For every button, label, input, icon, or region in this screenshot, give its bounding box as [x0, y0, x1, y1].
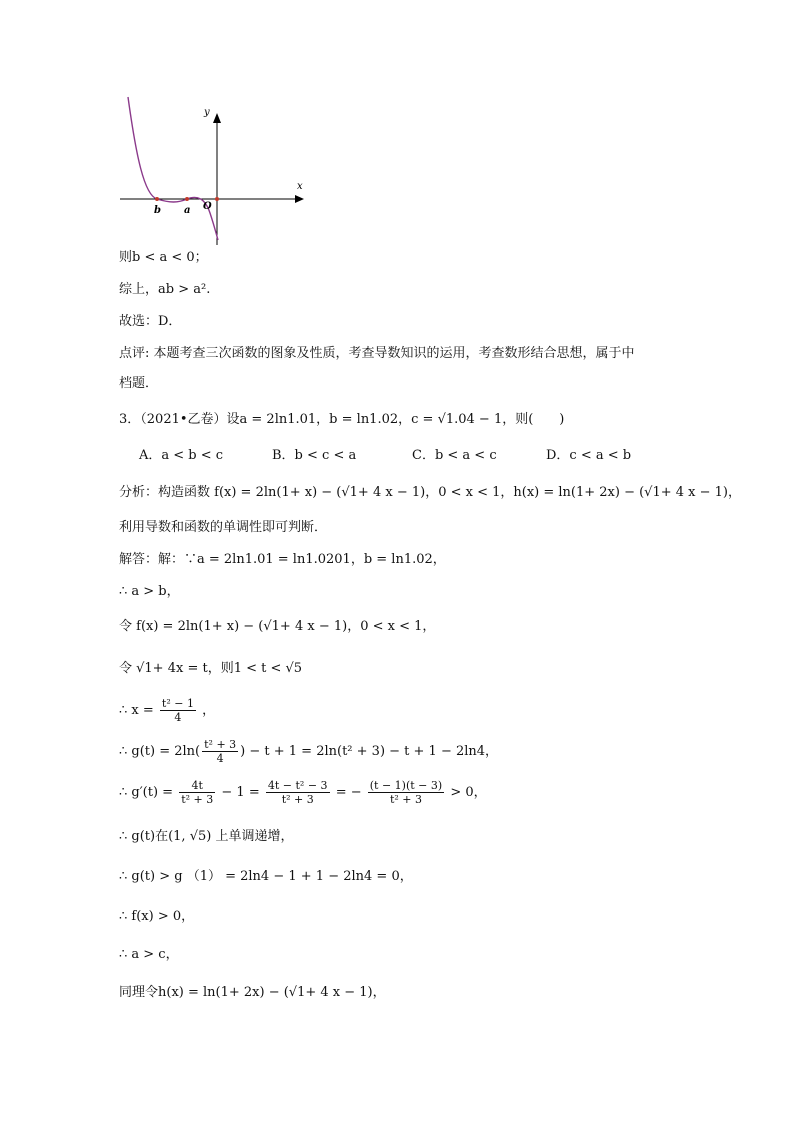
line-a-gt-b: ∴ a > b，	[119, 584, 180, 599]
graph-svg	[112, 95, 312, 245]
y-axis-arrow	[213, 113, 221, 123]
gp-den-3: t² + 3	[389, 793, 422, 806]
line-gprime-expr	[119, 778, 487, 808]
line-define-f: 令 f(x) = 2ln(1+ x) − (√1+ 4 x − 1)，0 < x < 1，	[119, 619, 436, 634]
cubic-function-graph	[112, 95, 312, 249]
label-a: a	[184, 205, 191, 216]
x-tail: ，	[202, 703, 216, 718]
gp-num-1: 4t	[179, 779, 215, 793]
cubic-curve	[128, 97, 218, 240]
g-prefix: ∴ g(t) = 2ln(	[119, 744, 201, 759]
x-axis-arrow	[295, 195, 304, 203]
gp-mid-2: = −	[335, 785, 362, 800]
gp-den-1: t² + 3	[181, 793, 214, 806]
g-denominator: 4	[216, 752, 224, 765]
x-numerator: t² − 1	[161, 697, 194, 710]
line-comment-end: 档题．	[119, 376, 159, 391]
line-a-gt-c: ∴ a > c，	[119, 947, 179, 962]
line-g-positive: ∴ g(t) > g （1） = 2ln4 − 1 + 1 − 2ln4 = 0，	[119, 869, 413, 884]
line-analysis-2: 利用导数和函数的单调性即可判断．	[119, 520, 328, 535]
question-3: 3．（2021•乙卷）设a = 2ln1.01，b = ln1.02，c = √1.04 − 1，则( )	[119, 412, 565, 427]
g-fraction	[202, 738, 238, 765]
point-a	[185, 197, 189, 201]
gp-fraction-1	[179, 779, 215, 806]
g-numerator: t² + 3	[204, 738, 237, 751]
line-solution: 解答：解：∵a = 2ln1.01 = ln1.0201，b = ln1.02，	[119, 552, 446, 567]
line-g-increasing: ∴ g(t)在(1, √5) 上单调递增，	[119, 829, 294, 844]
line-x-expr	[119, 696, 215, 726]
gp-mid-1: − 1 =	[221, 785, 260, 800]
gp-fraction-2	[266, 779, 330, 806]
label-b: b	[154, 205, 161, 216]
line-summary: 综上，ab > a².	[119, 282, 211, 297]
gp-prefix: ∴ g′(t) =	[119, 785, 174, 800]
line-g-expr	[119, 737, 498, 767]
line-answer: 故选：D．	[119, 314, 182, 329]
option-a: A．a < b < c	[139, 448, 224, 463]
option-d: D．c < a < b	[546, 448, 632, 463]
x-fraction	[160, 697, 196, 724]
g-tail: ) − t + 1 = 2ln(t² + 3) − t + 1 − 2ln4，	[240, 744, 499, 759]
label-x: x	[297, 181, 303, 192]
option-b: B．b < c < a	[272, 448, 357, 463]
line-comment: 点评: 本题考查三次函数的图象及性质，考查导数知识的运用，考查数形结合思想，属于中	[119, 346, 635, 361]
label-y: y	[204, 107, 210, 118]
gp-tail: > 0，	[450, 785, 487, 800]
label-origin: O	[203, 201, 212, 212]
line-define-h: 同理令h(x) = ln(1+ 2x) − (√1+ 4 x − 1)，	[119, 985, 386, 1000]
line-conclusion-b-a: 则b < a < 0；	[119, 250, 208, 265]
x-prefix: ∴ x =	[119, 703, 154, 718]
line-substitute-t: 令 √1+ 4x = t，则1 < t < √5	[119, 661, 303, 676]
point-origin	[215, 197, 219, 201]
option-c: C．b < a < c	[412, 448, 497, 463]
gp-num-3: (t − 1)(t − 3)	[369, 779, 443, 792]
gp-fraction-3	[368, 779, 444, 806]
x-denominator: 4	[174, 711, 182, 724]
line-analysis: 分析：构造函数 f(x) = 2ln(1+ x) − (√1+ 4 x − 1)，0 < x < 1，h(x) = ln(1+ 2x) − (√1+ 4 x − 1)，	[119, 485, 742, 500]
point-b	[155, 197, 159, 201]
gp-num-2: 4t − t² − 3	[267, 779, 328, 792]
line-f-positive: ∴ f(x) > 0，	[119, 909, 195, 924]
gp-den-2: t² + 3	[281, 793, 314, 806]
